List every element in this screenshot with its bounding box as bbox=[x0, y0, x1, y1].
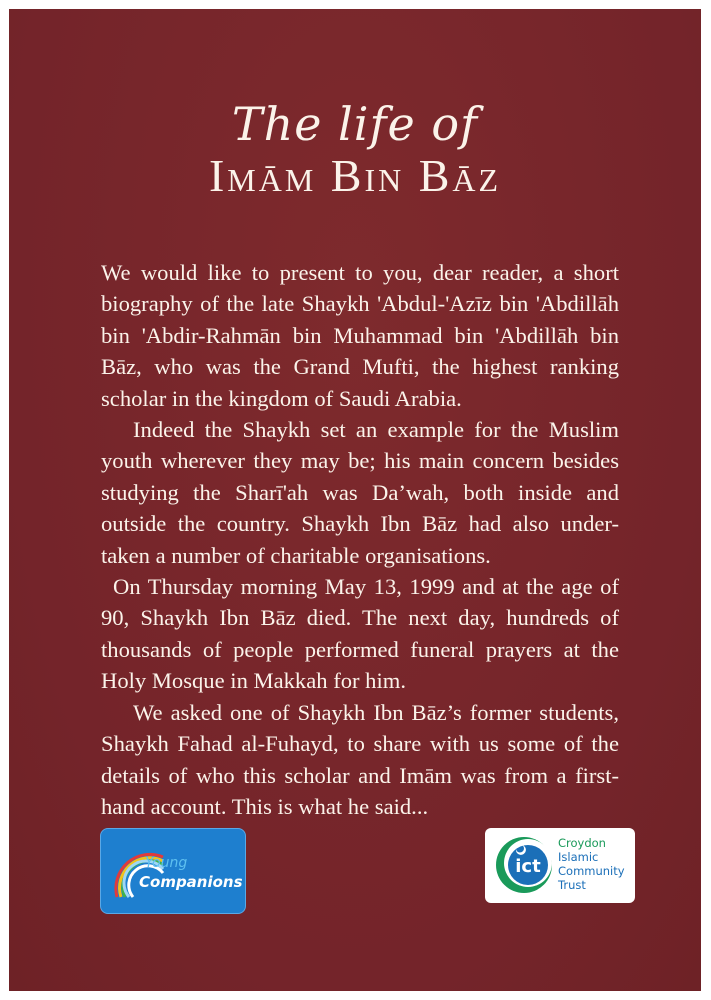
ict-line-2: Islamic bbox=[558, 850, 599, 864]
paragraph-3: On Thursday morning May 13, 1999 and at the age of 90, Shaykh Ibn Bāz died. The next day, hundreds of thousands of people performed funeral prayers at the Holy Mosque in Makkah for him. bbox=[101, 574, 619, 694]
paragraph-2: Indeed the Shaykh set an example for the Muslim youth wherever they may be; his main concern besides studying the Sharī'ah was Da’wah, both inside and outside the country. Shaykh Ibn Bāz had also under-taken a number of charitable organisations. bbox=[101, 417, 619, 568]
ict-mark-text: ict bbox=[515, 856, 541, 877]
title-main: Imām Bin Bāz bbox=[208, 150, 502, 201]
young-companions-logo bbox=[100, 828, 246, 914]
title-script: The life of bbox=[231, 97, 479, 151]
yc-young-text: Young bbox=[145, 855, 188, 871]
ict-line-4: Trust bbox=[558, 878, 586, 892]
ict-name bbox=[558, 836, 625, 892]
book-cover bbox=[9, 9, 701, 991]
ict-line-1: Croydon bbox=[558, 836, 606, 850]
ict-line-3: Community bbox=[558, 864, 625, 878]
ict-crescent-icon bbox=[494, 835, 554, 895]
paragraph-1: We would like to present to you, dear reader, a short biography of the late Shaykh 'Abdul-'Azīz bin 'Abdillāh bin 'Abdir-Rahmān bin Muhammad bin 'Abdillāh bin Bāz, who was the Grand Mufti, the highest ranking scholar in the kingdom of Saudi Arabia. bbox=[101, 260, 619, 411]
ict-logo bbox=[485, 828, 635, 903]
blurb bbox=[101, 257, 619, 822]
paragraph-4: We asked one of Shaykh Ibn Bāz’s former students, Shaykh Fahad al-Fuhayd, to share with us some of the details of who this scholar and Imām was from a first-hand account. This is what he said... bbox=[101, 699, 619, 819]
yc-companions-text: Companions bbox=[139, 873, 243, 891]
